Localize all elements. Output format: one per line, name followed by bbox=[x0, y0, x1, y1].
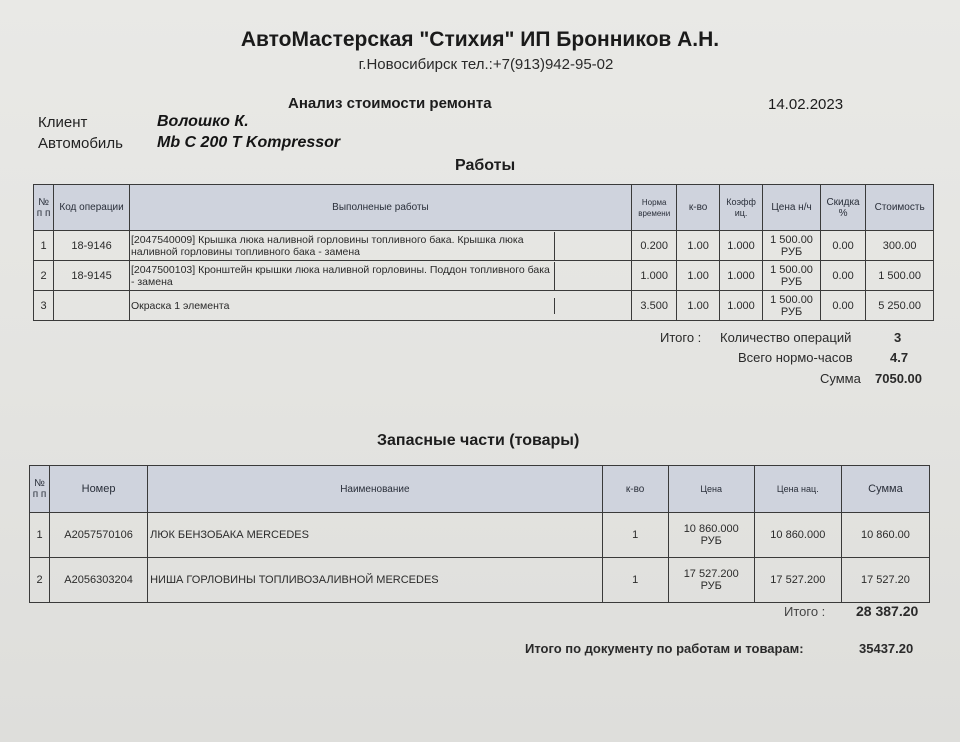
row-n: 2 bbox=[34, 261, 54, 291]
parts-itogo-value: 28 387.20 bbox=[856, 603, 919, 619]
price-value: 10 860.000 bbox=[683, 523, 739, 535]
row-sum: 17 527.20 bbox=[841, 558, 929, 603]
col-name: Наименование bbox=[148, 466, 603, 513]
ops-count-label: Количество операций bbox=[720, 330, 852, 345]
currency: РУБ bbox=[780, 245, 803, 258]
row-cost: 5 250.00 bbox=[866, 291, 934, 321]
row-number: A2057570106 bbox=[50, 513, 148, 558]
row-desc: [2047540009] Крышка люка наливной горловины топливного бака. Крышка люка наливной горловины топливного бака - замена bbox=[130, 232, 555, 260]
col-qty: к-во bbox=[602, 466, 668, 513]
table-row bbox=[34, 261, 934, 291]
car-label: Автомобиль bbox=[38, 135, 123, 152]
row-price bbox=[763, 291, 821, 321]
row-price-markup: 17 527.200 bbox=[754, 558, 841, 603]
company-title: АвтоМастерская "Стихия" ИП Бронников А.Н. bbox=[240, 28, 720, 51]
parts-itogo-label: Итого : bbox=[784, 604, 826, 619]
col-norm: Норма времени bbox=[631, 185, 676, 231]
col-n: № п п bbox=[34, 185, 54, 231]
ops-count-value: 3 bbox=[894, 330, 902, 345]
row-qty: 1.00 bbox=[677, 261, 719, 291]
row-qty: 1.00 bbox=[677, 291, 719, 321]
row-coef: 1.000 bbox=[719, 291, 762, 321]
col-code: Код операции bbox=[54, 185, 130, 231]
price-value: 17 527.200 bbox=[683, 568, 739, 580]
grand-total-value: 35437.20 bbox=[859, 641, 914, 656]
price-value: 1 500.00 bbox=[770, 263, 813, 276]
row-cost: 1 500.00 bbox=[866, 261, 934, 291]
table-row bbox=[30, 558, 930, 603]
works-section-title: Работы bbox=[455, 157, 516, 174]
row-qty: 1 bbox=[602, 513, 668, 558]
currency: РУБ bbox=[780, 305, 803, 318]
row-price bbox=[763, 231, 821, 261]
table-row bbox=[34, 291, 934, 321]
row-n: 1 bbox=[30, 513, 50, 558]
client-label: Клиент bbox=[38, 114, 88, 131]
row-discount: 0.00 bbox=[820, 291, 865, 321]
row-price bbox=[763, 261, 821, 291]
row-code: 18-9146 bbox=[54, 231, 130, 261]
works-sum-label: Сумма bbox=[820, 371, 861, 386]
document-date: 14.02.2023 bbox=[768, 96, 844, 113]
document-title: Анализ стоимости ремонта bbox=[288, 95, 492, 112]
col-number: Номер bbox=[50, 466, 148, 513]
row-n: 2 bbox=[30, 558, 50, 603]
norm-hours-value: 4.7 bbox=[890, 350, 909, 365]
row-desc: [2047500103] Кронштейн крышки люка наливной горловины. Поддон топливного бака - замена bbox=[130, 262, 555, 290]
row-number: A2056303204 bbox=[50, 558, 148, 603]
row-qty: 1 bbox=[602, 558, 668, 603]
row-qty: 1.00 bbox=[677, 231, 719, 261]
currency: РУБ bbox=[700, 580, 722, 592]
company-address-phone: г.Новосибирск тел.:+7(913)942-95-02 bbox=[358, 56, 614, 73]
grand-total-label: Итого по документу по работам и товарам: bbox=[525, 641, 804, 656]
client-value: Волошко К. bbox=[157, 113, 249, 130]
parts-section-title: Запасные части (товары) bbox=[377, 432, 580, 449]
row-cost: 300.00 bbox=[866, 231, 934, 261]
row-code bbox=[54, 291, 130, 321]
col-desc: Выполненые работы bbox=[129, 185, 631, 231]
col-price: Цена н/ч bbox=[763, 185, 821, 231]
row-discount: 0.00 bbox=[820, 231, 865, 261]
row-price-markup: 10 860.000 bbox=[754, 513, 841, 558]
works-table bbox=[33, 184, 934, 321]
row-sum: 10 860.00 bbox=[841, 513, 929, 558]
col-price: Цена bbox=[668, 466, 754, 513]
row-price bbox=[668, 513, 754, 558]
works-itogo-label: Итого : bbox=[660, 330, 702, 345]
table-row bbox=[30, 513, 930, 558]
row-name: ЛЮК БЕНЗОБАКА MERCEDES bbox=[148, 513, 603, 558]
row-norm: 0.200 bbox=[631, 231, 676, 261]
parts-table bbox=[29, 465, 930, 603]
row-n: 1 bbox=[34, 231, 54, 261]
col-coef: Коэфф иц. bbox=[719, 185, 762, 231]
row-discount: 0.00 bbox=[820, 261, 865, 291]
parts-header-row bbox=[30, 466, 930, 513]
works-sum-value: 7050.00 bbox=[875, 371, 922, 386]
row-price bbox=[668, 558, 754, 603]
col-discount: Скидка % bbox=[820, 185, 865, 231]
row-norm: 3.500 bbox=[631, 291, 676, 321]
col-qty: к-во bbox=[677, 185, 719, 231]
col-n: № п п bbox=[30, 466, 50, 513]
table-row bbox=[34, 231, 934, 261]
row-name: НИША ГОРЛОВИНЫ ТОПЛИВОЗАЛИВНОЙ MERCEDES bbox=[148, 558, 603, 603]
price-value: 1 500.00 bbox=[770, 293, 813, 306]
norm-hours-label: Всего нормо-часов bbox=[738, 350, 853, 365]
row-n: 3 bbox=[34, 291, 54, 321]
row-desc: Окраска 1 элемента bbox=[130, 298, 555, 314]
car-value: Mb C 200 T Kompressor bbox=[157, 134, 341, 151]
row-norm: 1.000 bbox=[631, 261, 676, 291]
col-price-markup: Цена нац. bbox=[754, 466, 841, 513]
row-coef: 1.000 bbox=[719, 261, 762, 291]
currency: РУБ bbox=[700, 535, 722, 547]
col-cost: Стоимость bbox=[866, 185, 934, 231]
row-coef: 1.000 bbox=[719, 231, 762, 261]
works-header-row bbox=[34, 185, 934, 231]
col-sum: Сумма bbox=[841, 466, 929, 513]
row-code: 18-9145 bbox=[54, 261, 130, 291]
currency: РУБ bbox=[780, 275, 803, 288]
price-value: 1 500.00 bbox=[770, 233, 813, 246]
